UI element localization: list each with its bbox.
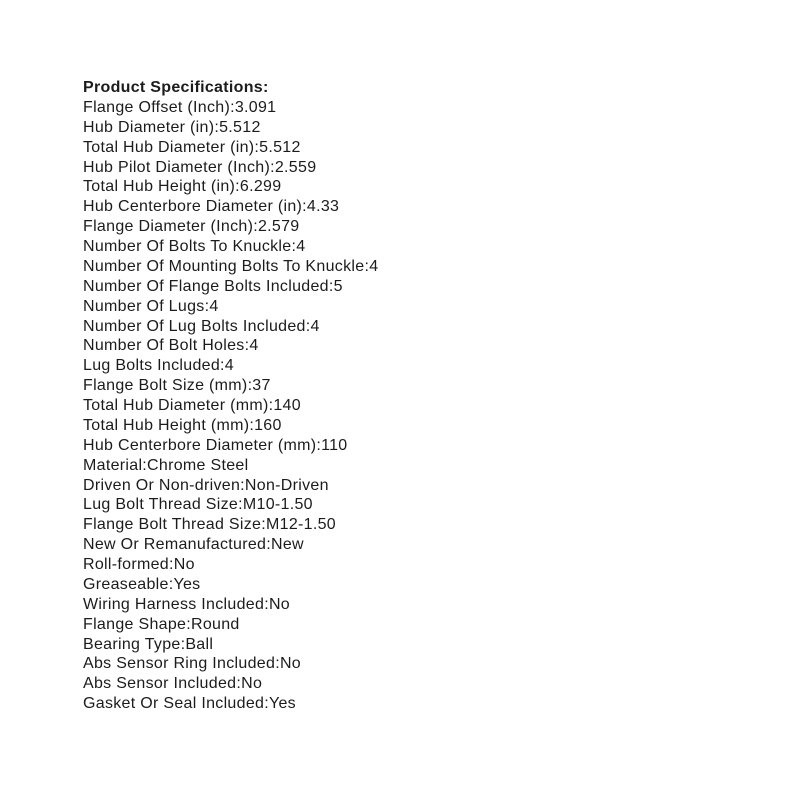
spec-line: Flange Offset (Inch):3.091 — [83, 98, 277, 116]
spec-line: New Or Remanufactured:New — [83, 536, 304, 554]
spec-line: Hub Centerbore Diameter (mm):110 — [83, 436, 348, 454]
spec-line: Flange Shape:Round — [83, 615, 240, 633]
spec-line: Roll-formed:No — [83, 556, 195, 573]
spec-line: Lug Bolt Thread Size:M10-1.50 — [83, 496, 313, 514]
spec-line: Gasket Or Seal Included:Yes — [83, 695, 296, 713]
spec-line: Flange Bolt Size (mm):37 — [83, 377, 271, 395]
spec-line: Hub Centerbore Diameter (in):4.33 — [83, 198, 340, 216]
spec-line: Hub Pilot Diameter (Inch):2.559 — [83, 158, 317, 176]
specs-heading: Product Specifications: — [83, 79, 269, 96]
spec-line: Flange Bolt Thread Size:M12-1.50 — [83, 516, 336, 534]
spec-line: Hub Diameter (in):5.512 — [83, 118, 261, 136]
spec-line: Total Hub Diameter (in):5.512 — [83, 138, 301, 156]
spec-line: Lug Bolts Included:4 — [83, 357, 234, 375]
spec-line: Number Of Lugs:4 — [83, 297, 219, 315]
spec-line: Flange Diameter (Inch):2.579 — [83, 218, 300, 236]
spec-line: Total Hub Height (in):6.299 — [83, 178, 282, 196]
spec-line: Wiring Harness Included:No — [83, 595, 290, 613]
spec-line: Abs Sensor Ring Included:No — [83, 655, 301, 673]
spec-line: Total Hub Diameter (mm):140 — [83, 397, 301, 414]
spec-line: Number Of Bolts To Knuckle:4 — [83, 238, 306, 255]
spec-line: Bearing Type:Ball — [83, 635, 214, 653]
spec-line: Abs Sensor Included:No — [83, 675, 263, 693]
spec-line: Number Of Mounting Bolts To Knuckle:4 — [83, 257, 379, 275]
spec-line: Number Of Bolt Holes:4 — [83, 337, 259, 355]
spec-line: Material:Chrome Steel — [83, 456, 249, 474]
spec-list — [83, 78, 378, 714]
spec-line: Number Of Flange Bolts Included:5 — [83, 277, 343, 295]
spec-line: Total Hub Height (mm):160 — [83, 416, 282, 434]
spec-line: Driven Or Non-driven:Non-Driven — [83, 476, 329, 494]
spec-line: Greaseable:Yes — [83, 575, 201, 593]
spec-line: Number Of Lug Bolts Included:4 — [83, 317, 320, 335]
